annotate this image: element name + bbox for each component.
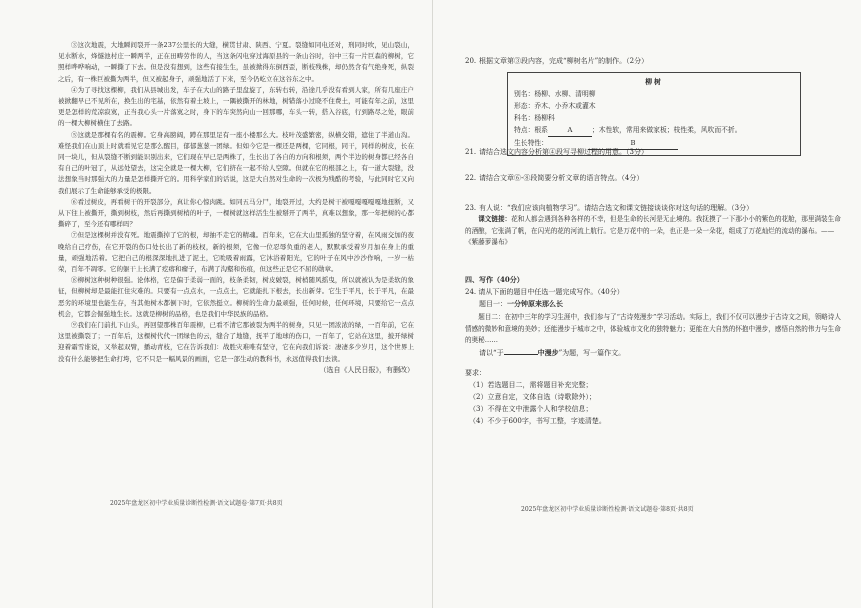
topic-title: 一分钟原来那么长 (507, 299, 563, 308)
topic-two-intro: 题目二：在初中三年的学习生涯中，我们参与了“古诗苑漫步”学习活动。实际上，我们不仅可以漫步于古诗文之间，领略诗人情感的微妙和意境的美妙；还能漫步于城市之中，体验城市文化的独特魅力；更能在大自然的怀抱中漫步，感悟自然的伟力与生命的奥秘…… (465, 313, 841, 344)
page-footer: 2025年盘龙区初中学业质量诊断性检测·语文试题卷·第7页·共8页 (110, 500, 283, 507)
card-title: 柳树 (645, 78, 663, 86)
requirement-item: （1）若选题目二，需将题目补充完整； (469, 380, 593, 389)
link-label: 课文链接： (478, 215, 512, 223)
requirement-item: （4）不少于600字，书写工整，字迹清楚。 (469, 416, 606, 425)
question-text: 根据文章第③段内容，完成“柳树名片”的制作。（2分） (479, 57, 649, 65)
passage-paragraph: ⑥看过树皮，再看树干的开裂部分，真让你心惊肉跳。如同五马分尸，地裂开过，大约是树干被嘎嘎嘎嘎嘎地扭断，又从下往上被撕开，撕到树枝，然后再撕到树梢的叶子，一棵树就这样活生生被掰开了两半，真难以想象，那一年把树的心都撕碎了，至今还有哪样吗？ (58, 197, 414, 229)
trait-suffix: ；木性软，常用来做家板；枝性柔，风吹而不折。 (591, 126, 742, 134)
trait-prefix: 特点：根系 (514, 126, 548, 134)
question-24: 24. 请从下面的题目中任选一题完成写作。（40分） (465, 288, 624, 296)
question-21 (465, 146, 845, 158)
question-20 (465, 55, 845, 156)
question-23 (465, 202, 845, 249)
card-trait-line (514, 124, 794, 137)
passage-paragraph: ③这次地震，大地瞬间裂开一条237公里长的大缝，横贯甘肃、陕西、宁夏。裂缝如同电还对，刑同时吹，见山裂山，见水断水，烽燧池村庄一瞬两半，正在田畴劳作的人，当这条闪电穿过海原县的一条山谷时，谷中三有一片巨森的柳树，它照样哗哗响动，一瞬撕了下去。但是没有想到，这些有接生生，虽被掀得东倒西歪，断枝残株，却仍然含有气绝身死，纵裂之后，有一株巨被撕为两半，但又被起身子，顽强地活了下来，至今仍屹立在这谷东之中。 (58, 41, 414, 83)
text-link (465, 214, 845, 249)
question-text: 请结合文章⑥-⑧段简要分析文章的语言特点。（4分） (479, 174, 644, 182)
prompt-keyword: 中漫步 (537, 347, 559, 357)
passage-paragraph: ④为了寻找这棵柳，我们从县城出发，车子在大山的路子里盘旋了，东转右转，沿途几乎没有看到人家，所有几座庄户被掀翻早已不见所在，换生出的宅基，依然有着土坡上，一隅被撕开的林地，树错落小过晓不住费土，可能有年之前，这里更是怎样的荒凉寂寞，正当我心头一片落寞之时，身下的车突然向山一回那哪，车头一转，搭入谷底，行到路尽之处，眼前的一棵大柳树横住了去路。 (58, 85, 414, 128)
topic-label: 题目一： (479, 300, 507, 308)
link-text: 花和人都会遇到各种各样的不幸，但是生命的长河是无止境的。我抚摸了一下那小小的紫色的花舱，那里满装生命的酒酿，它张满了帆，在闪光的花的河流上航行。它是万花中的一朵，也正是一朵一朵花，组成了万花灿烂的流动的瀑布。——《紫藤萝瀑布》 (465, 215, 841, 246)
blank-a[interactable]: A (548, 124, 592, 137)
passage-paragraph: ⑧柳树这种树种很强。论体格，它是偏于柔弱一面的，枝条柔韧，树皮皴裂，树梢随风摇曳，所以就被认为是柔软的象征，但柳树却是最能扛住灾难的。只要有一点点水，一点点土，它就能扎下根去，长出新芽。它生于平凡，长于平凡，在最恶劣的环境里也能生存，当其他树木都倒下时，它依然挺立。柳树的生命力最顽强，任何时候，任何环境，只要给它一点点机会，它都会倔强地生长。这就是柳树的品格，也是我们中华民族的品格。 (58, 276, 414, 318)
passage-paragraph: ⑨我们在门前扎下山头，再回望那株百年震柳，已看不清它那被裂为两半的树身，只见一团浓浓的绿，一百年前，它在这里被撕裂了；一百年后，这棵树代代一团绿色的云，缝合了地缝，抚平了地球的伤口，一百年了，它站在这里，披开绿树迎着霜雪谁说，又举起双臂，播动青枝，它在告诉我们：战胜灾难唯有坚守，它在向我们诉说：凄凄多少岁月，这个世界上没有什么能够把生命打垮，它不只是一幅风景的画面，它是一部生动的教科书，永远值得我们去读。 (58, 321, 414, 363)
question-number: 20. (465, 57, 477, 65)
blank-b[interactable]: B (588, 137, 678, 150)
writing-section (465, 274, 845, 427)
growth-prefix: 生长特性： (514, 139, 548, 147)
requirements-title: 要求： (465, 368, 486, 377)
question-22 (465, 172, 845, 184)
card-line: 科名：杨柳科 (514, 114, 555, 122)
prompt-prefix: 请以“于 (479, 348, 504, 357)
question-number: 21. (465, 148, 477, 156)
card-line: 别名：杨柳、水柳、清明柳 (514, 90, 596, 98)
question-text: 请结合选文内容分析第④段写寻柳过程的用意。（3分） (479, 148, 648, 156)
question-number: 23. (465, 204, 477, 212)
prompt-suffix: ”为题，写一篇作文。 (558, 348, 626, 357)
requirement-item: （3）不得在文中泄露个人和学校信息； (469, 404, 593, 413)
question-number: 22. (465, 174, 477, 182)
right-page (433, 0, 861, 608)
topic-one (465, 298, 845, 310)
topic-two-prompt (465, 347, 845, 359)
passage-source: （选自《人民日报》，有删改） (319, 365, 414, 374)
willow-card (507, 72, 801, 156)
page-footer: 2025年盘龙区初中学业质量诊断性检测·语文试题卷·第8页·共8页 (521, 506, 694, 513)
passage-paragraph: ⑦但是这棵树并没有死。地震撕掉了它的根，却抽不走它的精魂。百年来，它在大山里孤独的坚守着，在风雨交加的夜晚给自己疗伤，在它开裂的伤口处长出了新的枝杈，新的根须，它像一位忍辱负重的老人，默默承受着岁月加在身上的重量，顽强地活着。它把自己的根深深地扎进了泥土，它吮吸着雨露，它沐浴着阳光，它的叶子在风中沙沙作响，一岁一枯荣，百年不凋零。它的躯干上长满了疙瘩和瘤子，布满了沟壑和伤痕，但这些正是它不屈的勋章。 (58, 231, 414, 274)
reading-passage (58, 40, 414, 376)
question-text: 有人说：“我们应该向植物学习”。请结合选文和课文链接谈谈你对这句话的理解。（3分） (479, 204, 754, 212)
section-title: 四、写作（40分） (465, 275, 524, 284)
passage-paragraph: ⑤这就是那棵有名的震柳。它身高膀阔，蹲在那里足有一座小楼那么大。枝叶茂盛繁密，纵横交错，遮住了半道山沟。难怪我们在山顶上时就看见它是那么醒目，郁郁葱葱一团绿。但如今它是一棵还是两棵，它同根，同干，同样的树皮，长在同一块儿，但从裂缝不断到能识别出来，它们现在早已是两株了，生长出了各自的方向和根须，两个半边的树身都已经各自有自己的叶冠了，从远处望去，这完全就是一棵大柳，它们挤在一起不给人空隙。但就在它的根部之上，有一道大裂缝，没法想象当时那强大的力量是怎样撕开它的。用科学家们的话说，这是大自然对生命的一次极为残酷的考验，与此同时它又向我们展示了生命能够承受的极限。 (58, 130, 414, 195)
requirement-item: （2）立意自定，文体自选（诗歌除外）； (469, 392, 596, 401)
topic-blank[interactable] (504, 354, 538, 355)
card-line: 形态：乔木、小乔木或灌木 (514, 102, 596, 110)
